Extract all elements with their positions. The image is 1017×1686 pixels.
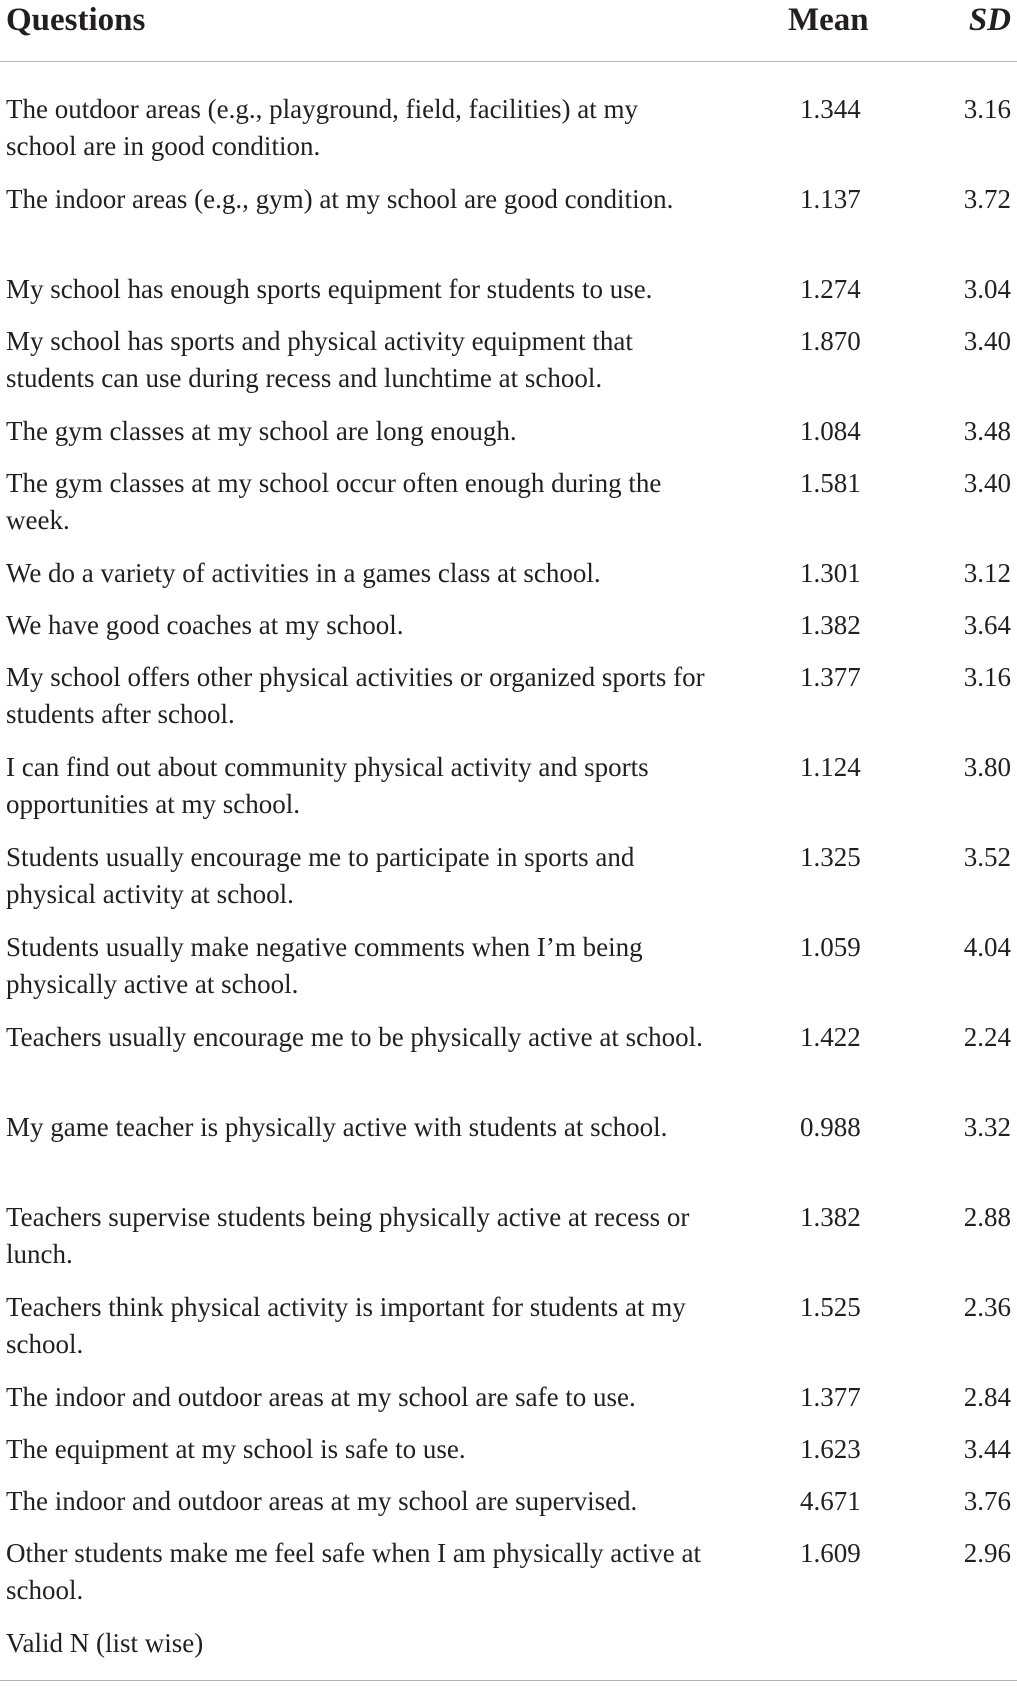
mean-cell: 0.988 — [800, 1112, 861, 1142]
sd-cell: 3.16 — [963, 94, 1011, 124]
mean-cell: 1.870 — [800, 326, 861, 356]
question-cell: Students usually encourage me to participate in sports and physical activity at school. — [6, 842, 635, 909]
table-row — [0, 659, 1017, 749]
question-cell: The indoor and outdoor areas at my school are safe to use. — [6, 1382, 636, 1412]
sd-column-header: SD — [968, 2, 1011, 38]
mean-cell: 1.301 — [800, 558, 861, 588]
question-cell: The equipment at my school is safe to use. — [6, 1434, 466, 1464]
table-row — [0, 1431, 1017, 1483]
sd-cell: 3.44 — [963, 1434, 1011, 1464]
mean-cell: 1.274 — [800, 274, 861, 304]
question-cell: Students usually make negative comments when I’m being physically active at school. — [6, 932, 643, 999]
table-row — [0, 929, 1017, 1019]
question-cell: The gym classes at my school occur often enough during the week. — [6, 468, 662, 535]
table-row — [0, 1019, 1017, 1109]
table-row — [0, 1379, 1017, 1431]
mean-cell: 1.344 — [800, 94, 861, 124]
question-cell: We have good coaches at my school. — [6, 610, 404, 640]
table-bottom-rule — [0, 1680, 1017, 1681]
mean-cell: 1.623 — [800, 1434, 861, 1464]
sd-cell: 3.64 — [963, 610, 1011, 640]
mean-cell: 1.422 — [800, 1022, 861, 1052]
table-row — [0, 555, 1017, 607]
sd-cell: 3.04 — [963, 274, 1011, 304]
question-cell: I can find out about community physical activity and sports opportunities at my school. — [6, 752, 649, 819]
table-row — [0, 839, 1017, 929]
question-cell: We do a variety of activities in a games class at school. — [6, 558, 601, 588]
table-header — [0, 0, 1017, 60]
sd-cell: 3.72 — [963, 184, 1011, 214]
questions-column-header: Questions — [6, 2, 146, 38]
mean-cell: 1.059 — [800, 932, 861, 962]
sd-cell: 2.84 — [963, 1382, 1011, 1412]
mean-cell: 1.137 — [800, 184, 861, 214]
question-cell: Valid N (list wise) — [6, 1628, 204, 1658]
sd-cell: 3.40 — [963, 326, 1011, 356]
question-cell: My school has sports and physical activity equipment that students can use during recess and lunchtime at school. — [6, 326, 633, 393]
table-row — [0, 1199, 1017, 1289]
sd-cell: 3.32 — [963, 1112, 1011, 1142]
table-row — [0, 1625, 1017, 1677]
sd-cell: 2.24 — [963, 1022, 1011, 1052]
mean-cell: 4.671 — [800, 1486, 861, 1516]
mean-cell: 1.377 — [800, 662, 861, 692]
table-row — [0, 749, 1017, 839]
question-cell: The gym classes at my school are long enough. — [6, 416, 517, 446]
table-row — [0, 271, 1017, 323]
table-row — [0, 181, 1017, 271]
sd-cell: 2.88 — [963, 1202, 1011, 1232]
table-row — [0, 1109, 1017, 1199]
mean-cell: 1.609 — [800, 1538, 861, 1568]
header-divider — [0, 61, 1017, 62]
question-cell: Teachers think physical activity is important for students at my school. — [6, 1292, 686, 1359]
question-cell: The indoor areas (e.g., gym) at my school are good condition. — [6, 184, 674, 214]
sd-cell: 2.36 — [963, 1292, 1011, 1322]
mean-cell: 1.581 — [800, 468, 861, 498]
sd-cell: 3.52 — [963, 842, 1011, 872]
sd-cell: 3.76 — [963, 1486, 1011, 1516]
mean-cell: 1.377 — [800, 1382, 861, 1412]
table-row — [0, 413, 1017, 465]
question-cell: Teachers usually encourage me to be physically active at school. — [6, 1022, 703, 1052]
table-row — [0, 323, 1017, 413]
question-cell: The outdoor areas (e.g., playground, field, facilities) at my school are in good condition. — [6, 94, 639, 161]
table-row — [0, 607, 1017, 659]
table-row — [0, 1483, 1017, 1535]
mean-cell: 1.382 — [800, 610, 861, 640]
question-cell: My game teacher is physically active with students at school. — [6, 1112, 668, 1142]
sd-cell: 3.48 — [963, 416, 1011, 446]
mean-cell: 1.382 — [800, 1202, 861, 1232]
table-row — [0, 1289, 1017, 1379]
sd-cell: 3.12 — [963, 558, 1011, 588]
question-cell: My school offers other physical activities or organized sports for students after school. — [6, 662, 705, 729]
table-body — [0, 91, 1017, 1677]
question-cell: My school has enough sports equipment for students to use. — [6, 274, 653, 304]
mean-column-header: Mean — [788, 2, 869, 38]
mean-cell: 1.124 — [800, 752, 861, 782]
mean-cell: 1.325 — [800, 842, 861, 872]
sd-cell: 3.16 — [963, 662, 1011, 692]
question-cell: The indoor and outdoor areas at my school are supervised. — [6, 1486, 638, 1516]
question-cell: Other students make me feel safe when I am physically active at school. — [6, 1538, 701, 1605]
mean-cell: 1.525 — [800, 1292, 861, 1322]
mean-cell: 1.084 — [800, 416, 861, 446]
question-cell: Teachers supervise students being physically active at recess or lunch. — [6, 1202, 690, 1269]
table-row — [0, 91, 1017, 181]
sd-cell: 4.04 — [963, 932, 1011, 962]
sd-cell: 2.96 — [963, 1538, 1011, 1568]
table-row — [0, 465, 1017, 555]
table-row — [0, 1535, 1017, 1625]
sd-cell: 3.40 — [963, 468, 1011, 498]
sd-cell: 3.80 — [963, 752, 1011, 782]
